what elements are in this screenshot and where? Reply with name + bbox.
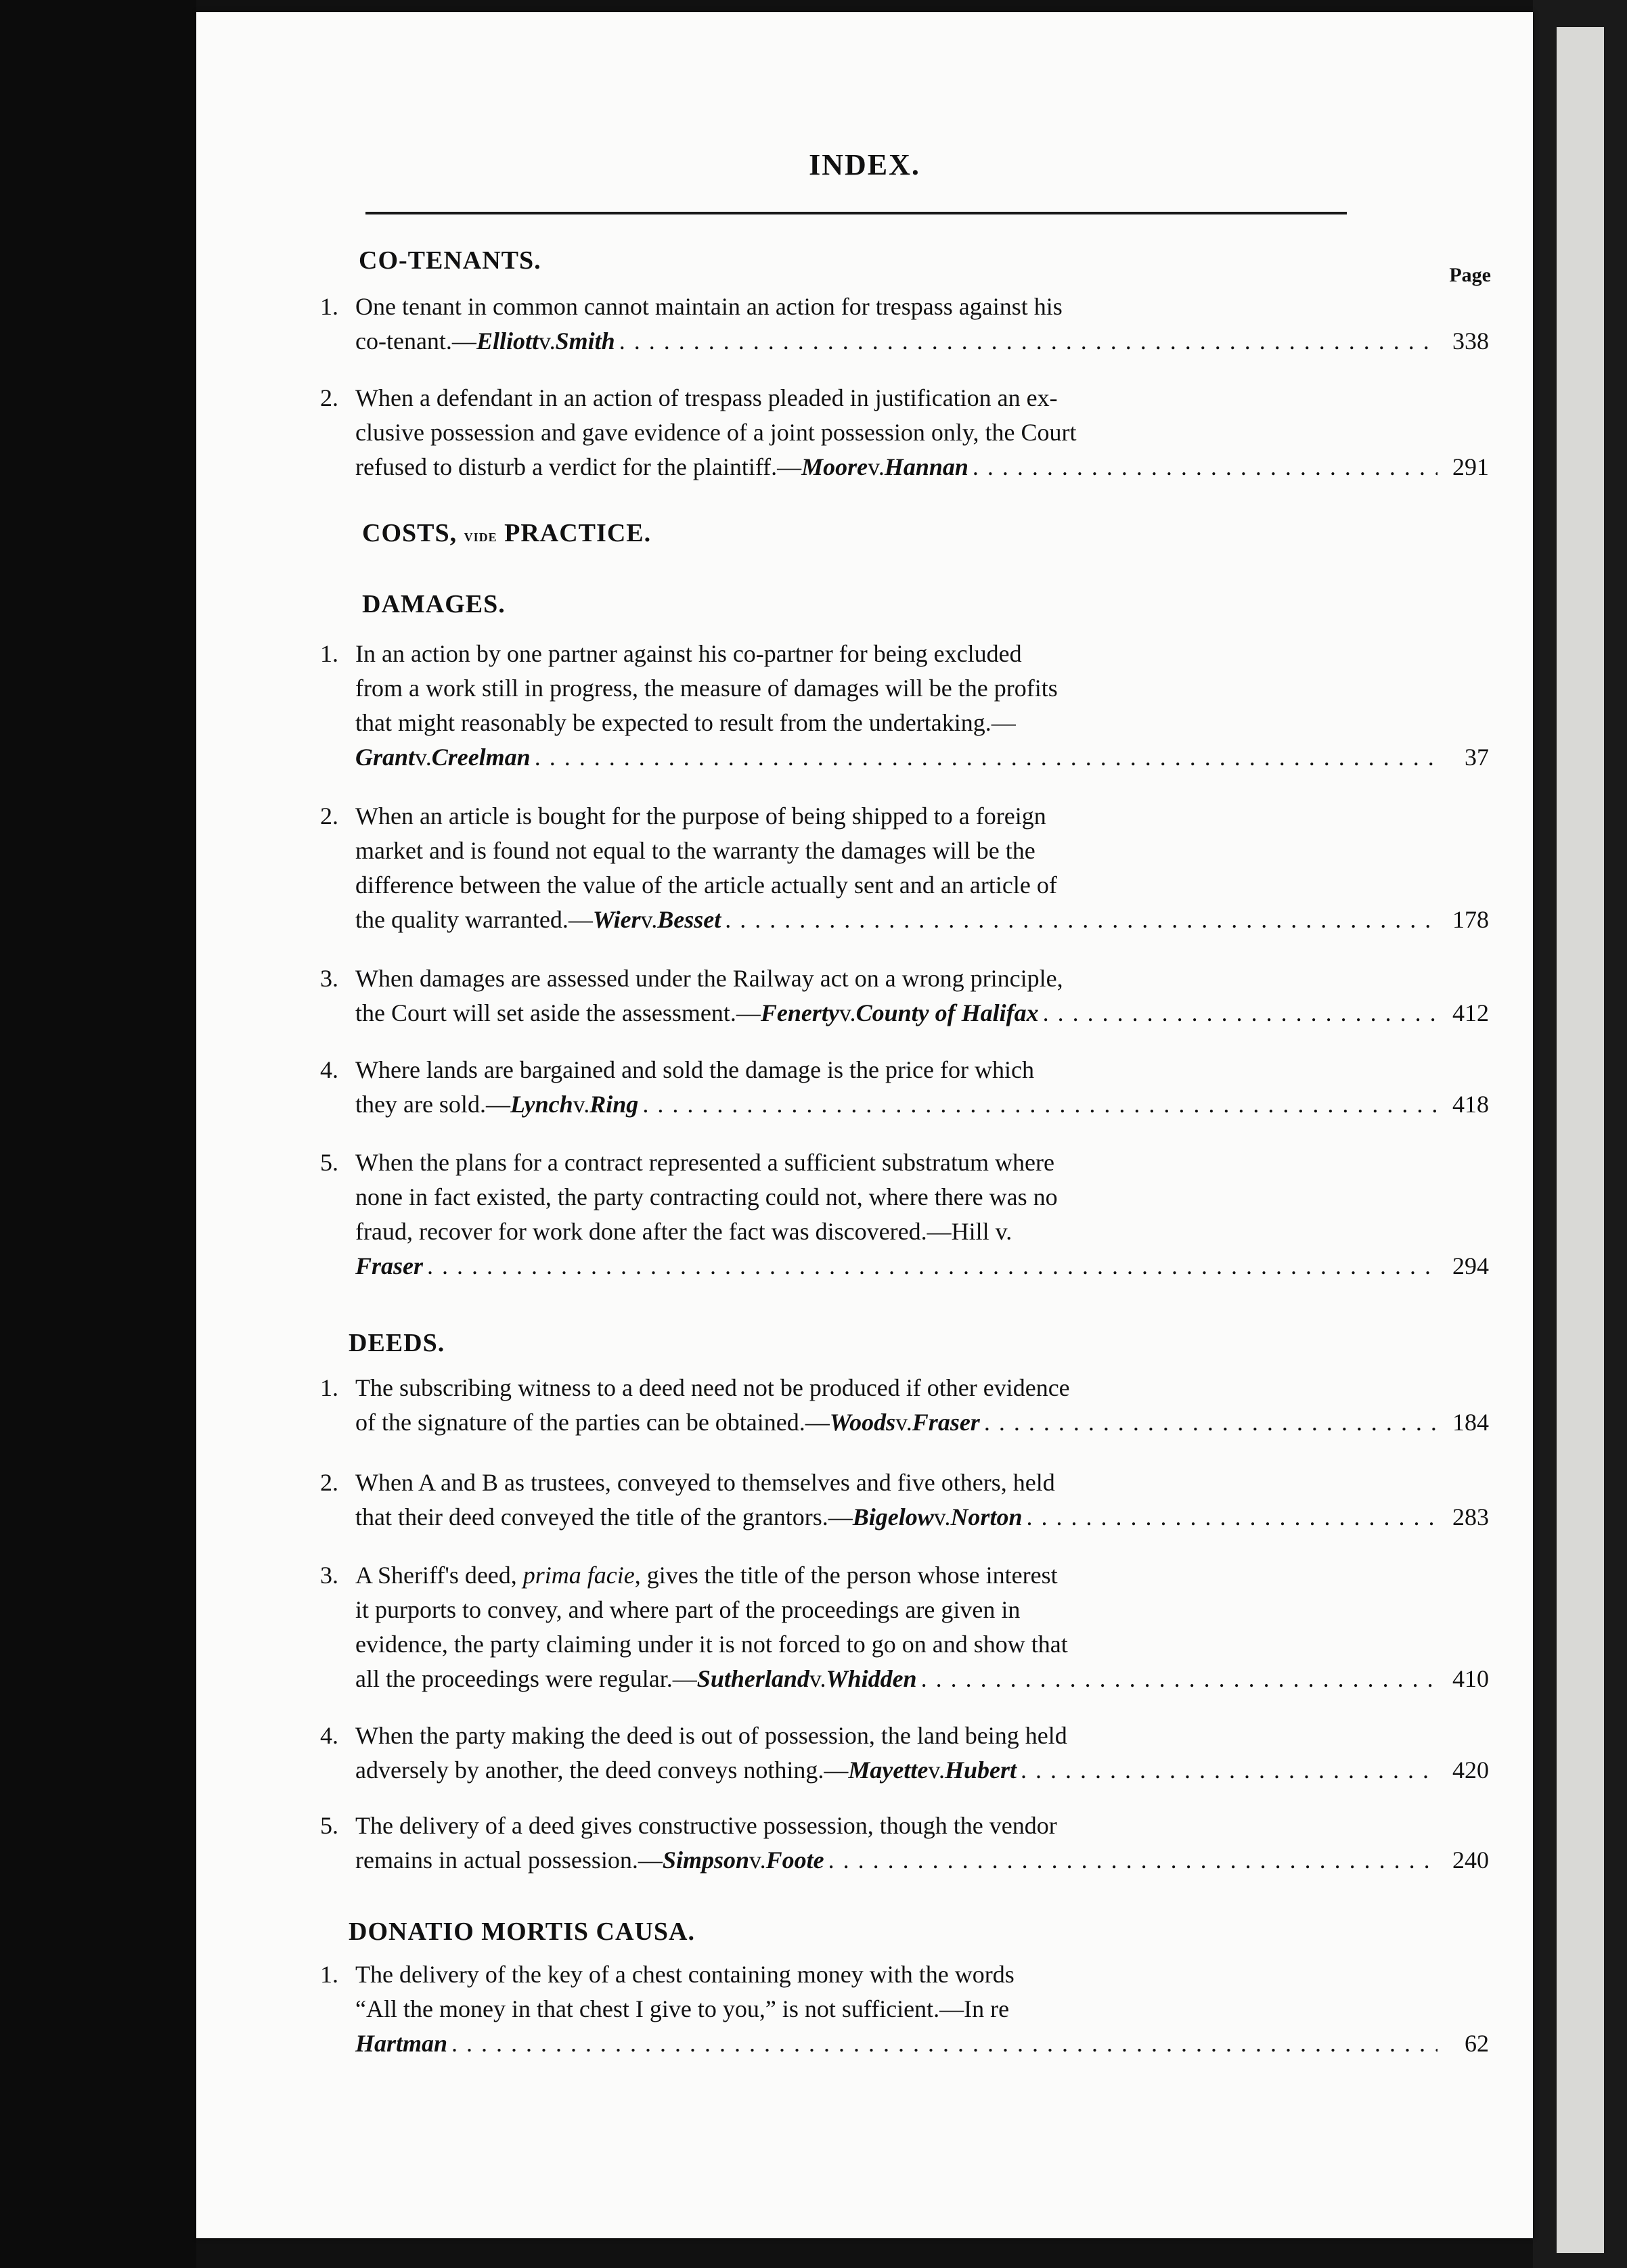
entry-line: When a defendant in an action of trespass pleaded in justification an ex-: [355, 384, 1058, 411]
entry-line: One tenant in common cannot maintain an action for trespass against his: [355, 293, 1063, 320]
index-entry: [301, 1371, 1489, 1440]
case-name-b: Whidden: [826, 1665, 917, 1692]
entry-number: 3.: [320, 965, 338, 992]
leader-dots: [828, 1843, 1437, 1878]
page-number: 178: [1452, 906, 1489, 933]
index-content: [196, 12, 1533, 2238]
entry-line: In an action by one partner against his co-partner for being excluded: [355, 640, 1022, 667]
index-entry: [301, 1146, 1489, 1284]
index-entry: [301, 1809, 1489, 1878]
versus: v.: [933, 1503, 951, 1530]
page-number: 240: [1452, 1846, 1489, 1874]
entry-text: that their deed conveyed the title of the grantors.—: [355, 1503, 853, 1530]
page-number: 37: [1465, 744, 1489, 771]
case-name-a: Mayette: [848, 1756, 929, 1784]
page-number: 338: [1452, 327, 1489, 355]
section-heading-costs: [362, 518, 651, 548]
leader-dots: [973, 450, 1437, 484]
entry-number: 2.: [320, 384, 338, 411]
page-number: 412: [1452, 999, 1489, 1026]
case-name-a: Hartman: [355, 2030, 448, 2057]
page-number: 294: [1452, 1252, 1489, 1279]
entry-number: 2.: [320, 802, 338, 830]
page-column-label: Page: [1449, 264, 1491, 286]
entry-text: , gives the title of the person whose interest: [634, 1562, 1058, 1589]
index-entry: [301, 1558, 1489, 1696]
case-name-b: Fraser: [912, 1409, 980, 1436]
entry-line: clusive possession and gave evidence of a joint possession only, the Court: [355, 419, 1077, 446]
versus: v.: [573, 1091, 590, 1118]
section-heading-damages: DAMAGES.: [362, 590, 506, 618]
versus: v.: [415, 744, 432, 771]
entry-number: 2.: [320, 1469, 338, 1496]
entry-text: the quality warranted.—: [355, 906, 593, 933]
entry-line: that might reasonably be expected to result from the undertaking.—: [355, 709, 1016, 736]
page-number: 62: [1465, 2030, 1489, 2057]
case-name-a: Fraser: [355, 1252, 424, 1279]
versus: v.: [868, 453, 885, 480]
entry-number: 1.: [320, 293, 338, 320]
case-name-b: Hannan: [884, 453, 968, 480]
entry-text: refused to disturb a verdict for the plaintiff.—: [355, 453, 802, 480]
entry-number: 1.: [320, 640, 338, 667]
case-name-b: Ring: [589, 1091, 639, 1118]
page-header: INDEX.: [809, 148, 920, 181]
entry-line: The subscribing witness to a deed need not be produced if other evidence: [355, 1374, 1070, 1401]
leader-dots: [725, 903, 1437, 937]
leader-dots: [642, 1087, 1437, 1122]
entry-line: The delivery of a deed gives constructive possession, though the vendor: [355, 1812, 1057, 1839]
costs-heading-text: COSTS,: [362, 519, 464, 547]
adjacent-page-edge: [1557, 27, 1604, 2253]
leader-dots: [984, 1405, 1437, 1440]
case-name-a: Fenerty: [760, 999, 839, 1026]
versus: v.: [640, 906, 658, 933]
entry-line: fraud, recover for work done after the fact was discovered.—Hill v.: [355, 1218, 1012, 1245]
page-number: 283: [1452, 1503, 1489, 1530]
case-name-b: Creelman: [431, 744, 531, 771]
index-entry: [301, 1719, 1489, 1788]
entry-line: When the plans for a contract represented a sufficient substratum where: [355, 1149, 1054, 1176]
entry-line: from a work still in progress, the measure of damages will be the profits: [355, 675, 1058, 702]
entry-number: 3.: [320, 1562, 338, 1589]
entry-line: “All the money in that chest I give to you,” is not sufficient.—In re: [355, 1995, 1010, 2022]
entry-text: all the proceedings were regular.—: [355, 1665, 697, 1692]
entry-text: of the signature of the parties can be obtained.—: [355, 1409, 830, 1436]
entry-line: it purports to convey, and where part of the proceedings are given in: [355, 1596, 1021, 1623]
entry-line: evidence, the party claiming under it is not forced to go on and show that: [355, 1631, 1068, 1658]
case-name-a: Sutherland: [696, 1665, 809, 1692]
case-name-a: Lynch: [510, 1091, 573, 1118]
case-name-b: Hubert: [944, 1756, 1017, 1784]
case-name-b: Norton: [950, 1503, 1023, 1530]
entry-text: remains in actual possession.—: [355, 1846, 663, 1874]
index-entry: [301, 290, 1489, 359]
entry-line: When the party making the deed is out of possession, the land being held: [355, 1722, 1067, 1749]
leader-dots: [1026, 1500, 1437, 1535]
entry-line: When an article is bought for the purpose of being shipped to a foreign: [355, 802, 1046, 830]
case-name-b: County of Halifax: [855, 999, 1039, 1026]
leader-dots: [451, 2026, 1437, 2061]
entry-number: 4.: [320, 1056, 338, 1083]
document-page: [196, 12, 1533, 2238]
entry-line: When A and B as trustees, conveyed to themselves and five others, held: [355, 1469, 1055, 1496]
entry-text: the Court will set aside the assessment.—: [355, 999, 761, 1026]
index-entry: [301, 799, 1489, 937]
case-name-b: Smith: [555, 327, 615, 355]
leader-dots: [619, 324, 1437, 359]
latin-phrase: prima facie: [522, 1562, 635, 1589]
index-entry: [301, 961, 1489, 1030]
page-number: 184: [1452, 1409, 1489, 1436]
entry-text: co-tenant.—: [355, 327, 476, 355]
leader-dots: [1021, 1753, 1437, 1788]
vide-text: vide: [464, 526, 497, 545]
entry-text: adversely by another, the deed conveys nothing.—: [355, 1756, 849, 1784]
case-name-a: Moore: [801, 453, 868, 480]
versus: v.: [809, 1665, 826, 1692]
index-entry: [301, 1466, 1489, 1535]
leader-dots: [921, 1662, 1437, 1696]
leader-dots: [535, 740, 1437, 775]
versus: v.: [839, 999, 856, 1026]
entry-number: 4.: [320, 1722, 338, 1749]
entry-number: 1.: [320, 1961, 338, 1988]
leader-dots: [1043, 996, 1437, 1030]
entry-line: When damages are assessed under the Railway act on a wrong principle,: [355, 965, 1063, 992]
page-number: 418: [1452, 1091, 1489, 1118]
versus: v.: [895, 1409, 912, 1436]
entry-line: Where lands are bargained and sold the damage is the price for which: [355, 1056, 1034, 1083]
entry-text: A Sheriff's deed,: [355, 1562, 523, 1589]
index-entry: [301, 381, 1489, 484]
case-name-a: Simpson: [662, 1846, 749, 1874]
entry-text: they are sold.—: [355, 1091, 510, 1118]
entry-line: The delivery of the key of a chest containing money with the words: [355, 1961, 1015, 1988]
section-heading-deeds: DEEDS.: [349, 1329, 445, 1357]
case-name-b: Besset: [657, 906, 721, 933]
versus: v.: [749, 1846, 766, 1874]
entry-line: market and is found not equal to the warranty the damages will be the: [355, 837, 1035, 864]
page-number: 291: [1452, 453, 1489, 480]
case-name-a: Bigelow: [852, 1503, 934, 1530]
entry-number: 5.: [320, 1149, 338, 1176]
entry-number: 5.: [320, 1812, 338, 1839]
case-name-a: Grant: [355, 744, 416, 771]
section-heading-cotenants: CO-TENANTS.: [359, 246, 541, 275]
index-entry: [301, 637, 1489, 775]
versus: v.: [538, 327, 556, 355]
case-name-a: Wier: [592, 906, 641, 933]
index-entry: [301, 1053, 1489, 1122]
section-heading-donatio: DONATIO MORTIS CAUSA.: [349, 1918, 695, 1946]
page-number: 420: [1452, 1756, 1489, 1784]
index-entry: [301, 1957, 1489, 2061]
case-name-a: Elliott: [476, 327, 539, 355]
entry-line: difference between the value of the article actually sent and an article of: [355, 871, 1057, 899]
leader-dots: [427, 1249, 1437, 1284]
costs-heading-ref: PRACTICE.: [497, 519, 652, 547]
entry-line: [355, 1558, 1489, 1593]
case-name-a: Woods: [829, 1409, 896, 1436]
versus: v.: [928, 1756, 945, 1784]
scan-border-left: [0, 0, 196, 2268]
entry-line: none in fact existed, the party contracting could not, where there was no: [355, 1183, 1058, 1210]
case-name-b: Foote: [765, 1846, 824, 1874]
page-number: 410: [1452, 1665, 1489, 1692]
entry-number: 1.: [320, 1374, 338, 1401]
